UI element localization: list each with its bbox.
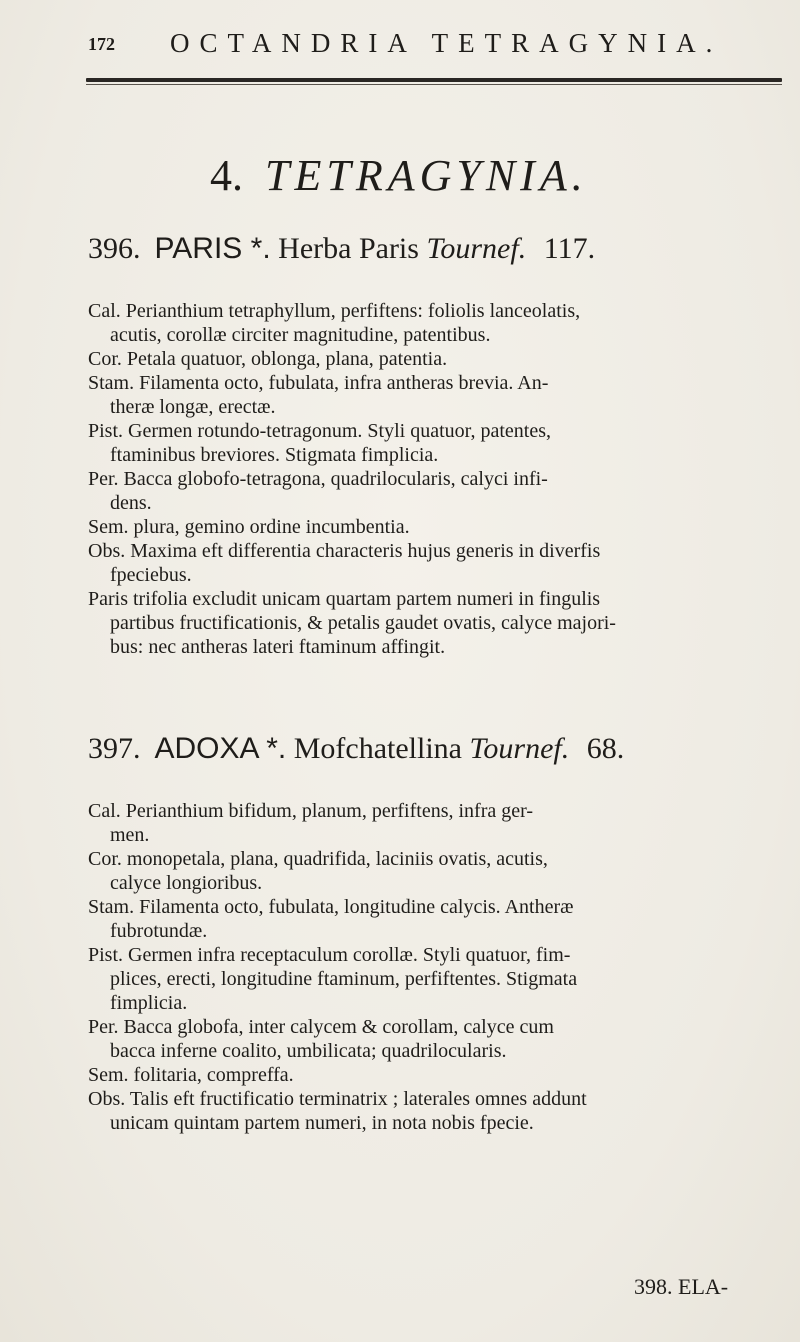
author-citation: Tournef. [426, 232, 527, 265]
description-line: Paris trifolia excludit unicam quartam partem numeri in fingulis [88, 588, 601, 610]
header-rule-thin [86, 84, 782, 85]
genus-entry-adoxa [88, 732, 788, 1136]
catchword: 398. ELA- [634, 1274, 729, 1299]
entry-description [88, 800, 788, 1134]
description-line: Per. Bacca globofo-tetragona, quadrilocularis, calyci infi- [88, 468, 548, 490]
description-line: Pist. Germen infra receptaculum corollæ. Styli quatuor, fim- [88, 944, 571, 966]
description-line: fpeciebus. [110, 564, 192, 586]
description-line: unicam quintam partem numeri, in nota nobis fpecie. [110, 1112, 534, 1134]
page-reference: 68. [586, 732, 625, 765]
description-line: Stam. Filamenta octo, fubulata, longitudine calycis. Antheræ [88, 896, 574, 918]
description-line: Pist. Germen rotundo-tetragonum. Styli quatuor, patentes, [88, 420, 552, 442]
description-line: Obs. Maxima eft differentia characteris hujus generis in diverfis [88, 540, 601, 562]
description-line: plices, erecti, longitudine ftaminum, perfiftentes. Stigmata [110, 968, 578, 990]
header-rule [86, 78, 782, 82]
description-line: Cal. Perianthium bifidum, planum, perfiftens, infra ger- [88, 800, 534, 822]
section-heading [210, 150, 588, 201]
section-number: 4. [210, 151, 243, 200]
description-line: bacca inferne coalito, umbilicata; quadrilocularis. [110, 1040, 507, 1062]
page-header [88, 28, 748, 62]
description-line: men. [110, 824, 150, 846]
description-line: bus: nec antheras lateri ftaminum affingit. [110, 636, 446, 658]
description-line: Cal. Perianthium tetraphyllum, perfiftens: foliolis lanceolatis, [88, 300, 581, 322]
page-number: 172 [88, 34, 115, 54]
description-line: Per. Bacca globofa, inter calycem & corollam, calyce cum [88, 1016, 554, 1038]
entry-description [88, 300, 788, 658]
description-line: dens. [110, 492, 152, 514]
description-line: Cor. monopetala, plana, quadrifida, laciniis ovatis, acutis, [88, 848, 548, 870]
common-name: Herba Paris [278, 232, 419, 265]
entry-title [88, 232, 788, 276]
common-name: Mofchatellina [293, 732, 462, 765]
description-line: Stam. Filamenta octo, fubulata, infra antheras brevia. An- [88, 372, 549, 394]
page-reference: 117. [543, 232, 596, 265]
description-line: fimplicia. [110, 992, 188, 1014]
description-line: Cor. Petala quatuor, oblonga, plana, patentia. [88, 348, 448, 370]
description-line: ftaminibus breviores. Stigmata fimplicia. [110, 444, 439, 466]
genus-name: ADOXA *. [154, 732, 287, 765]
description-line: fubrotundæ. [110, 920, 208, 942]
description-line: acutis, corollæ circiter magnitudine, patentibus. [110, 324, 491, 346]
author-citation: Tournef. [469, 732, 570, 765]
genus-entry-paris [88, 232, 788, 660]
entry-number: 396. [88, 232, 141, 265]
description-line: calyce longioribus. [110, 872, 263, 894]
entry-title [88, 732, 788, 776]
section-title: TETRAGYNIA. [265, 151, 588, 200]
description-line: Sem. plura, gemino ordine incumbentia. [88, 516, 410, 538]
genus-name: PARIS *. [154, 232, 271, 265]
description-line: theræ longæ, erectæ. [110, 396, 276, 418]
description-line: Sem. folitaria, compreffa. [88, 1064, 294, 1086]
description-line: Obs. Talis eft fructificatio terminatrix ; laterales omnes addunt [88, 1088, 587, 1110]
entry-number: 397. [88, 732, 141, 765]
running-title: OCTANDRIA TETRAGYNIA. [170, 28, 723, 58]
description-line: partibus fructificationis, & petalis gaudet ovatis, calyce majori- [110, 612, 616, 634]
